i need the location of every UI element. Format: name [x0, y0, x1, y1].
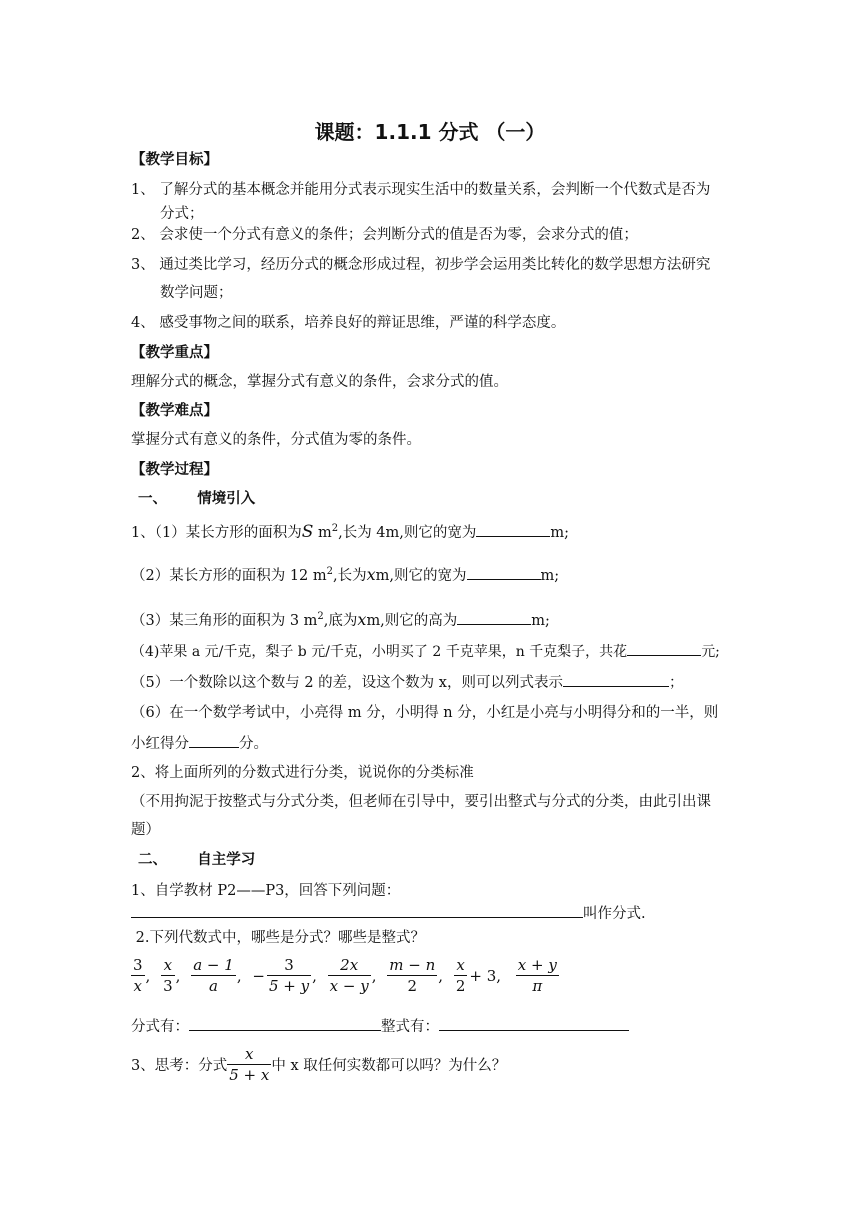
variable-s: S — [301, 522, 314, 542]
question-text: 3、思考：分式 — [131, 1058, 228, 1074]
study-question-3 — [131, 1044, 506, 1085]
question-end: 元; — [701, 644, 720, 660]
denominator: 2 — [455, 977, 466, 995]
study-question-2: 2.下列代数式中，哪些是分式？哪些是整式？ — [131, 930, 425, 946]
numerator: x + y — [517, 956, 557, 974]
denominator: π — [516, 975, 559, 996]
goal-1-line-1: 1、 了解分式的基本概念并能用分式表示现实生活中的数量关系，会判断一个代数式是否为 — [131, 182, 711, 198]
difficulties-text: 掌握分式有意义的条件，分式值为零的条件。 — [131, 432, 421, 448]
goals-heading: 【教学目标】 — [131, 151, 218, 168]
superscript: 2 — [317, 611, 324, 623]
question-text: 小红得分 — [131, 736, 189, 752]
question-2: 2、将上面所列的分数式进行分类，说说你的分类标准 — [131, 765, 474, 781]
study-question-1-answer — [131, 903, 646, 924]
question-1-4 — [131, 641, 720, 662]
unit-text: m — [313, 525, 332, 541]
question-2-note-line-2: 题） — [131, 822, 160, 838]
answer-blank — [627, 641, 701, 656]
question-end: 分。 — [239, 736, 268, 752]
comma: , — [438, 966, 444, 985]
question-1-6-line-2 — [131, 733, 268, 754]
key-points-text: 理解分式的概念，掌握分式有意义的条件，会求分式的值。 — [131, 374, 508, 390]
expression-x-over-5-plus-x — [227, 1044, 271, 1085]
part-2-heading: 二、 自主学习 — [138, 851, 256, 868]
question-text: ,长为 — [333, 568, 367, 584]
question-end: m; — [540, 568, 560, 584]
question-end: m; — [531, 613, 550, 629]
expression-a-minus-1-over-a — [191, 955, 236, 996]
fractions-answer-blank — [189, 1016, 381, 1031]
answer-blank — [467, 565, 541, 580]
question-text: （2）某长方形的面积为 12 m — [131, 568, 327, 584]
classification-line — [131, 1016, 629, 1037]
question-1-6-line-1: （6）在一个数学考试中，小亮得 m 分，小明得 n 分，小红是小亮与小明得分和的一半，则 — [131, 705, 719, 721]
minus-sign: − — [252, 966, 265, 985]
question-text: （4)苹果 a 元/千克，梨子 b 元/千克，小明买了 2 千克苹果，n 千克梨子，共花 — [131, 644, 628, 660]
denominator: a — [191, 975, 236, 996]
question-1-5 — [131, 672, 683, 693]
numerator: m − n — [389, 956, 436, 974]
question-text: m,则它的高为 — [366, 613, 458, 629]
goal-4: 4、 感受事物之间的联系，培养良好的辩证思维，严谨的科学态度。 — [131, 315, 566, 331]
denominator: x — [131, 975, 145, 996]
goal-3-line-1: 3、 通过类比学习，经历分式的概念形成过程，初步学会运用类比转化的数学思想方法研究 — [131, 257, 711, 273]
comma: , — [145, 966, 151, 985]
question-end: m; — [550, 525, 570, 541]
study-question-1: 1、自学教材 P2——P3，回答下列问题： — [131, 883, 401, 899]
process-heading: 【教学过程】 — [131, 461, 218, 478]
expression-3-over-5-plus-y — [267, 955, 311, 996]
question-text: 1、（1）某长方形的面积为 — [131, 525, 302, 541]
expression-m-minus-n-over-2 — [387, 955, 437, 996]
numerator: x — [456, 956, 465, 974]
expression-2x-over-x-minus-y — [328, 955, 371, 996]
question-text: 中 x 取任何实数都可以吗？为什么？ — [271, 1058, 507, 1074]
answer-blank — [563, 672, 669, 687]
comma: , — [312, 966, 317, 985]
expression-x-over-2 — [454, 955, 468, 996]
expression-3-over-x — [131, 955, 145, 996]
key-points-heading: 【教学重点】 — [131, 344, 218, 361]
comma: , — [175, 966, 181, 985]
numerator: x — [245, 1045, 254, 1063]
question-text: （5）一个数除以这个数与 2 的差，设这个数为 x，则可以列式表示 — [131, 675, 563, 691]
comma: , — [371, 966, 377, 985]
answer-blank — [189, 733, 239, 748]
comma: , — [236, 966, 242, 985]
denominator: x − y — [329, 977, 369, 995]
goal-3-line-2: 数学问题； — [160, 285, 233, 301]
denominator: 2 — [387, 975, 437, 996]
answer-blank — [476, 522, 550, 537]
numerator: 3 — [284, 956, 294, 974]
numerator: x — [163, 956, 173, 974]
denominator: 3 — [163, 977, 173, 995]
expression-x-over-3 — [161, 955, 175, 996]
difficulties-heading: 【教学难点】 — [131, 402, 218, 419]
variable-x: x — [366, 565, 376, 584]
variable-x: x — [357, 610, 367, 629]
part-1-heading: 一、 情境引入 — [138, 490, 256, 507]
question-1-3 — [131, 610, 550, 631]
superscript: 2 — [331, 523, 339, 535]
goal-2: 2、 会求使一个分式有意义的条件；会判断分式的值是否为零，会求分式的值； — [131, 227, 638, 243]
question-end: ； — [668, 675, 684, 691]
superscript: 2 — [326, 566, 334, 578]
question-text: （3）某三角形的面积为 3 m — [131, 613, 318, 629]
numerator: a − 1 — [193, 956, 234, 974]
question-end: 叫作分式. — [583, 906, 646, 922]
expression-row — [131, 955, 559, 996]
page-title: 课题：1.1.1 分式 （一） — [314, 120, 546, 144]
plus-3: + 3, — [469, 966, 502, 985]
integers-label: 整式有： — [381, 1019, 439, 1035]
question-1-1 — [131, 522, 569, 543]
numerator: 3 — [133, 956, 143, 974]
question-text: m,则它的宽为 — [375, 568, 467, 584]
goal-1-line-2: 分式； — [160, 206, 204, 222]
integers-answer-blank — [439, 1016, 629, 1031]
question-1-2 — [131, 565, 559, 586]
question-text: ,底为 — [323, 613, 358, 629]
question-2-note-line-1: （不用拘泥于按整式与分式分类，但老师在引导中，要引出整式与分式的分类，由此引出课 — [131, 794, 711, 810]
numerator: 2x — [340, 956, 359, 974]
expression-x-plus-y-over-pi — [516, 955, 559, 996]
denominator: 5 + x — [229, 1066, 270, 1084]
answer-blank — [457, 610, 531, 625]
denominator: 5 + y — [268, 977, 310, 995]
answer-blank — [131, 903, 583, 918]
question-text: ,长为 4m,则它的宽为 — [338, 525, 477, 541]
fractions-label: 分式有： — [131, 1019, 189, 1035]
